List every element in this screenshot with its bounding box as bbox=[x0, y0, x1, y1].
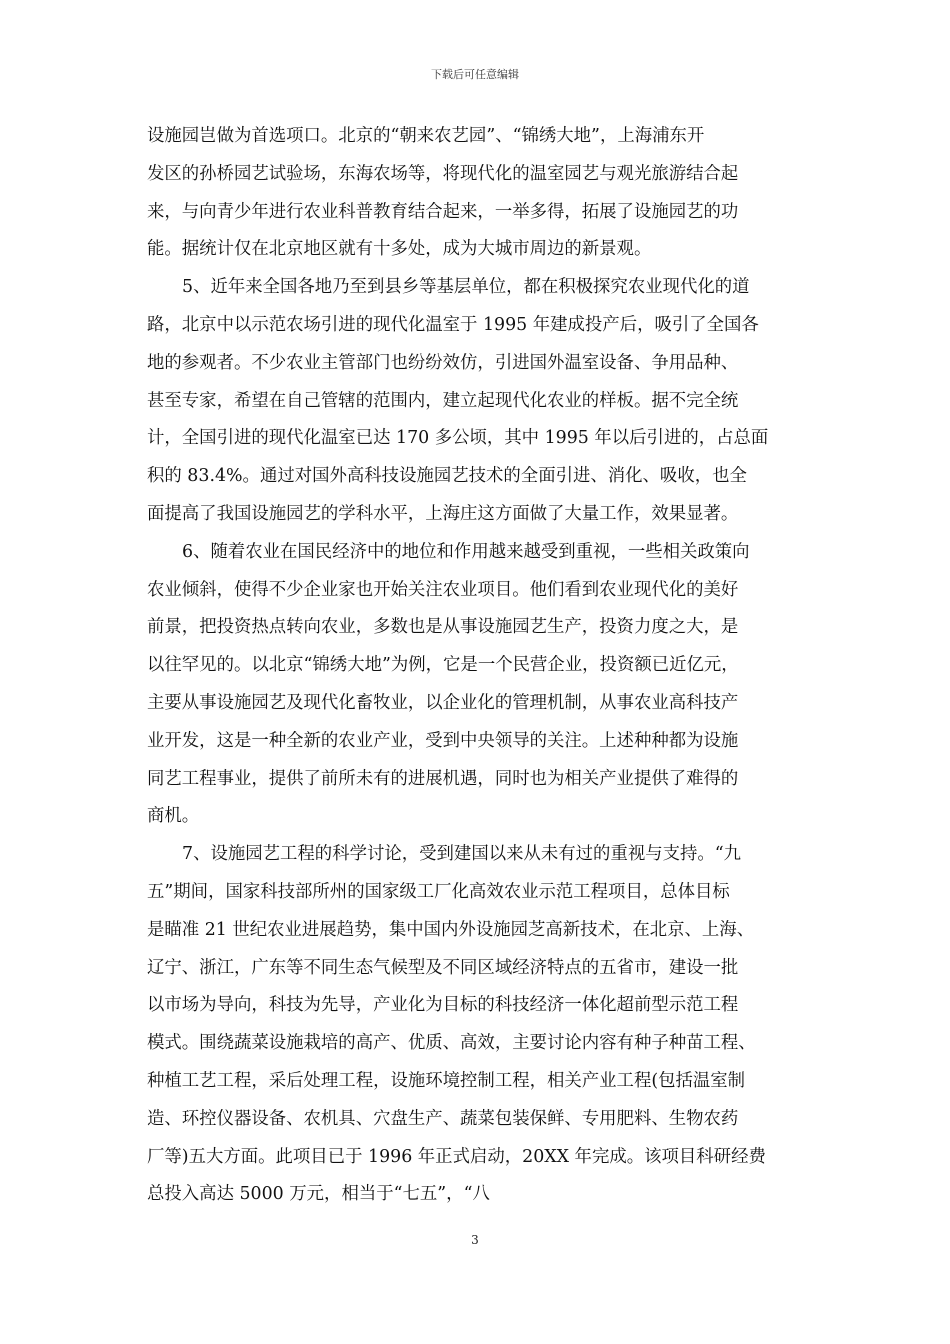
text-line: 积的 83.4%。通过对国外高科技设施园艺技术的全面引进、消化、吸收，也全 bbox=[147, 466, 747, 487]
text-line: 能。据统计仅在北京地区就有十多处，成为大城市周边的新景观。 bbox=[147, 239, 652, 260]
page-number: 3 bbox=[471, 1233, 479, 1247]
text-line: 模式。围绕蔬菜设施栽培的高产、优质、高效，主要讨论内容有种子种苗工程、 bbox=[147, 1033, 756, 1054]
page-header: 下载后可任意编辑 bbox=[431, 68, 519, 81]
text-line: 业开发，这是一种全新的农业产业，受到中央领导的关注。上述种种都为设施 bbox=[147, 730, 739, 751]
text-line: 面提高了我国设施园艺的学科水平，上海庄这方面做了大量工作，效果显著。 bbox=[147, 503, 739, 524]
text-line: 造、环控仪器设备、农机具、穴盘生产、蔬菜包装保鲜、专用肥料、生物农药 bbox=[147, 1108, 739, 1129]
text-line: 地的参观者。不少农业主管部门也纷纷效仿，引进国外温室设备、争用品种、 bbox=[147, 352, 739, 373]
text-line: 总投入高达 5000 万元，相当于“七五”，“八 bbox=[147, 1184, 490, 1205]
text-line: 甚至专家，希望在自己管辖的范围内，建立起现代化农业的样板。据不完全统 bbox=[147, 390, 739, 411]
text-line: 厂等)五大方面。此项目已于 1996 年正式启动，20XX 年完成。该项目科研经费 bbox=[147, 1146, 766, 1167]
text-line: 商机。 bbox=[147, 806, 200, 827]
document-body bbox=[147, 118, 809, 1214]
text-line: 以市场为导向，科技为先导，产业化为目标的科技经济一体化超前型示范工程 bbox=[147, 995, 739, 1016]
text-line: 发区的孙桥园艺试验场，东海农场等，将现代化的温室园艺与观光旅游结合起 bbox=[147, 163, 739, 184]
paragraph-start-line: 6、随着农业在国民经济中的地位和作用越来越受到重视，一些相关政策向 bbox=[182, 541, 750, 562]
paragraph-start-line: 7、设施园艺工程的科学讨论，受到建国以来从未有过的重视与支持。“九 bbox=[182, 844, 742, 865]
text-line: 农业倾斜，使得不少企业家也开始关注农业项目。他们看到农业现代化的美好 bbox=[147, 579, 739, 600]
text-line: 种植工艺工程，采后处理工程，设施环境控制工程，相关产业工程(包括温室制 bbox=[147, 1070, 746, 1091]
text-line: 是瞄准 21 世纪农业进展趋势，集中国内外设施园芝高新技术，在北京、上海、 bbox=[147, 919, 755, 940]
text-line: 路，北京中以示范农场引进的现代化温室于 1995 年建成投产后，吸引了全国各 bbox=[147, 314, 759, 335]
text-line: 辽宁、浙江，广东等不同生态气候型及不同区域经济特点的五省市，建设一批 bbox=[147, 957, 739, 978]
paragraph-start-line: 5、近年来全国各地乃至到县乡等基层单位，都在积极探究农业现代化的道 bbox=[182, 277, 750, 298]
text-line: 计，全国引进的现代化温室已达 170 多公顷，其中 1995 年以后引进的，占总面 bbox=[147, 428, 769, 449]
text-line: 五”期间，国家科技部所州的国家级工厂化高效农业示范工程项目，总体目标 bbox=[147, 881, 730, 902]
text-line: 主要从事设施园艺及现代化畜牧业，以企业化的管理机制，从事农业高科技产 bbox=[147, 692, 739, 713]
text-line: 来，与向青少年进行农业科普教育结合起来，一举多得，拓展了设施园艺的功 bbox=[147, 201, 739, 222]
text-line: 同艺工程事业，提供了前所未有的进展机遇，同时也为相关产业提供了难得的 bbox=[147, 768, 739, 789]
text-line: 设施园岂做为首选项口。北京的“朝来农艺园”、“锦绣大地”，上海浦东开 bbox=[147, 126, 705, 146]
text-line: 以往罕见的。以北京“锦绣大地”为例，它是一个民营企业，投资额已近亿元， bbox=[147, 655, 739, 676]
text-line: 前景，把投资热点转向农业，多数也是从事设施园艺生产，投资力度之大，是 bbox=[147, 617, 739, 638]
